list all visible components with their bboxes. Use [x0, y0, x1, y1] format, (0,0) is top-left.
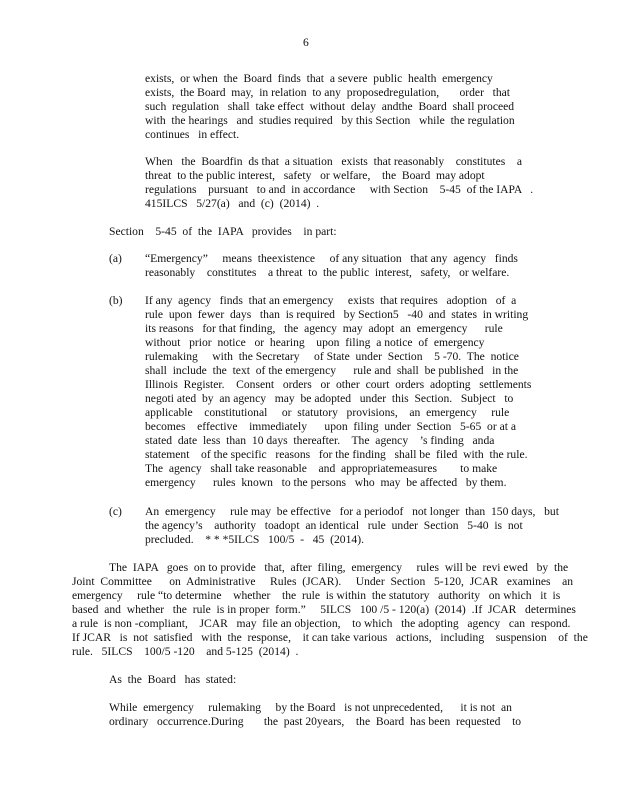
quote-3-line: While emergency rulemaking by the Board is not unprecedented, it is not an — [109, 701, 512, 714]
item-line: If any agency finds that an emergency exists that requires adoption of a — [145, 294, 517, 307]
quote-1-line: exists, the Board may, in relation to any proposedregulation, order that — [145, 86, 511, 99]
body-line: rule. 5ILCS 100/5 -120 and 5-125 (2014) . — [72, 645, 299, 658]
quote-2-line: When the Boardfin ds that a situation exists that reasonably constitutes a — [145, 155, 523, 168]
quote-1-line: such regulation shall take effect without delay andthe Board shall proceed — [145, 100, 515, 113]
item-line: precluded. * * *5ILCS 100/5 - 45 (2014). — [145, 533, 364, 546]
page-number: 6 — [303, 36, 309, 49]
item-line: stated date less than 10 days thereafter. The agency ’s finding anda — [145, 434, 495, 447]
body-line: a rule is non -compliant, JCAR may file an objection, to which the adopting agency can respond. — [72, 617, 571, 630]
body-line: Joint Committee on Administrative Rules (JCAR). Under Section 5-120, JCAR examines an — [72, 575, 574, 588]
body-line: If JCAR is not satisfied with the response, it can take various actions, including suspension of the — [72, 631, 588, 644]
item-line: without prior notice or hearing upon filing a notice of emergency — [145, 336, 485, 349]
section-intro: Section 5-45 of the IAPA provides in part: — [109, 225, 337, 238]
item-line: rule upon fewer days than is required by Section5 -40 and states in writing — [145, 308, 529, 321]
quote-1-line: continues in effect. — [145, 128, 240, 141]
body-line: emergency rule “to determine whether the rule is within the statutory authority on which it is — [72, 589, 561, 602]
item-line: the agency’s authority toadopt an identical rule under Section 5-40 is not — [145, 519, 523, 532]
quote-2-line: 415ILCS 5/27(a) and (c) (2014) . — [145, 197, 320, 210]
item-line: “Emergency” means theexistence of any situation that any agency finds — [145, 252, 518, 265]
item-line: emergency rules known to the persons who may be affected by them. — [145, 476, 507, 489]
quote-2-line: regulations pursuant to and in accordance with Section 5-45 of the IAPA . — [145, 183, 534, 196]
body-line: based and whether the rule is in proper form.” 5ILCS 100 /5 - 120(a) (2014) .If JCAR determines — [72, 603, 576, 616]
quote-2-line: threat to the public interest, safety or welfare, the Board may adopt — [145, 169, 485, 182]
quote-3-line: ordinary occurrence.During the past 20years, the Board has been requested to — [109, 715, 522, 728]
item-line: statement of the specific reasons for the finding shall be filed with the rule. — [145, 448, 528, 461]
item-line: The agency shall take reasonable and appropriatemeasures to make — [145, 462, 498, 475]
item-line: Illinois Register. Consent orders or other court orders adopting settlements — [145, 378, 532, 391]
item-label: (b) — [109, 294, 123, 307]
item-line: applicable constitutional or statutory provisions, an emergency rule — [145, 406, 510, 419]
item-line: negoti ated by an agency may be adopted under this Section. Subject to — [145, 392, 514, 405]
item-label: (c) — [109, 505, 122, 518]
item-line: reasonably constitutes a threat to the public interest, safety, or welfare. — [145, 266, 510, 279]
item-line: An emergency rule may be effective for a periodof not longer than 150 days, but — [145, 505, 559, 518]
quote-1-line: with the hearings and studies required by this Section while the regulation — [145, 114, 515, 127]
item-label: (a) — [109, 252, 122, 265]
as-stated-line: As the Board has stated: — [109, 673, 237, 686]
quote-1-line: exists, or when the Board finds that a severe public health emergency — [145, 72, 493, 85]
item-line: becomes effective immediately upon filing under Section 5-65 or at a — [145, 420, 517, 433]
item-line: rulemaking with the Secretary of State under Section 5 -70. The notice — [145, 350, 519, 363]
body-line: The IAPA goes on to provide that, after filing, emergency rules will be revi ewed by the — [109, 561, 569, 574]
item-line: shall include the text of the emergency rule and shall be published in the — [145, 364, 519, 377]
item-line: its reasons for that finding, the agency may adopt an emergency rule — [145, 322, 503, 335]
